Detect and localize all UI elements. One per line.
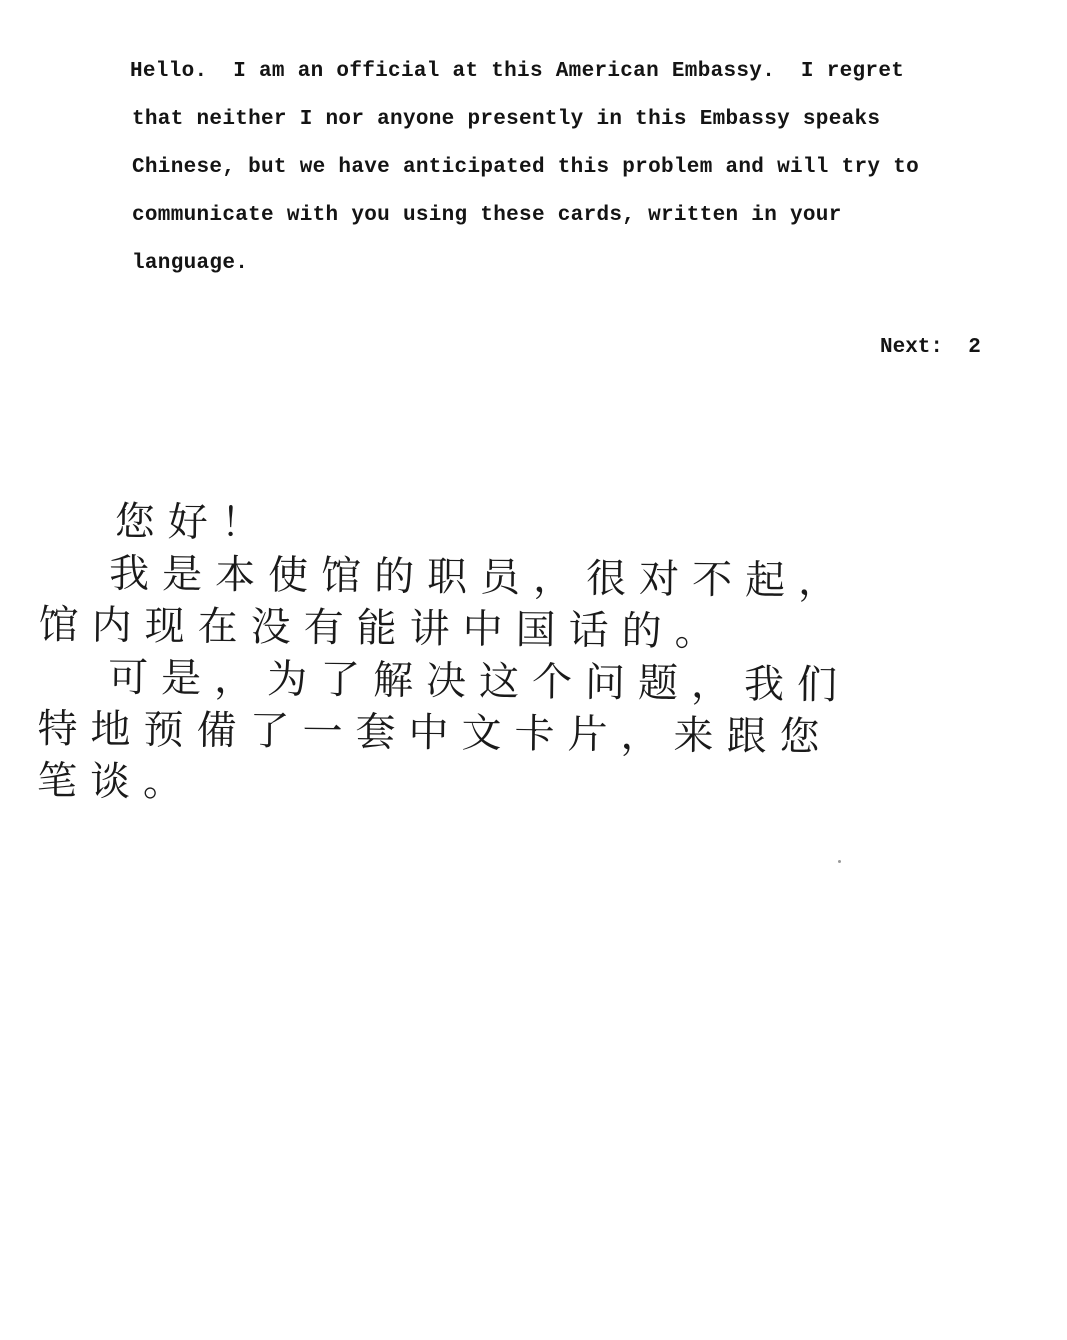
english-line: language. (132, 252, 249, 275)
chinese-line: 笔谈。 (36, 758, 197, 806)
english-line: Hello. I am an official at this American Embassy. I regret (130, 60, 905, 83)
next-label: Next: (880, 336, 944, 359)
english-message (130, 55, 1030, 295)
chinese-line: 您好！ (114, 498, 274, 547)
chinese-line: 馆内现在没有能讲中国话的。 (38, 602, 728, 656)
english-line: Chinese, but we have anticipated this problem and will try to (132, 156, 920, 179)
english-line: communicate with you using these cards, written in your (132, 204, 842, 227)
next-card-number: 2 (968, 336, 981, 359)
next-card-indicator (880, 336, 981, 359)
chinese-line: 我是本使馆的职员，很对不起， (108, 550, 852, 605)
chinese-line: 可是，为了解决这个问题，我们 (107, 654, 851, 709)
english-line: that neither I nor anyone presently in this Embassy speaks (132, 108, 881, 131)
chinese-line: 特地预備了一套中文卡片，来跟您 (37, 706, 833, 761)
scan-speck (838, 860, 841, 863)
chinese-handwritten-message (27, 495, 980, 817)
